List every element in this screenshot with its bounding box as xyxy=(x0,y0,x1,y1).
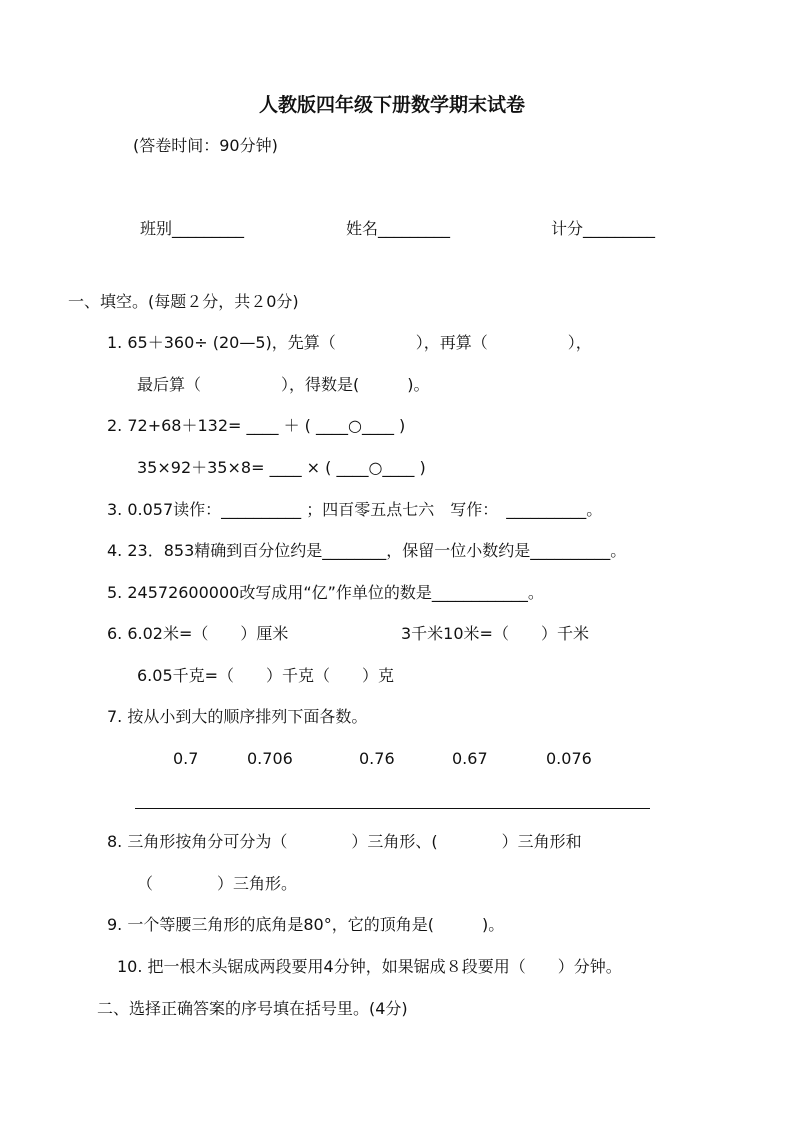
question-1-line-1: 1. 65＋360÷ (20—5)，先算（ ），再算（ ）， xyxy=(107,333,592,352)
score-field: 计分_________ xyxy=(551,219,656,238)
question-8-line-2: （ ）三角形。 xyxy=(137,874,298,893)
question-2-line-2: 35×92＋35×8= ____ × ( ____○____ ) xyxy=(137,458,426,477)
section-2-heading: 二、选择正确答案的序号填在括号里。(4分) xyxy=(97,999,408,1018)
class-field: 班别_________ xyxy=(140,219,245,238)
question-10: 10. 把一根木头锯成两段要用4分钟，如果锯成８段要用（ ）分钟。 xyxy=(117,957,622,976)
question-4: 4. 23．853精确到百分位约是________，保留一位小数约是__________。 xyxy=(107,541,627,560)
question-3: 3. 0.057读作：__________ ；四百零五点七六 写作： __________。 xyxy=(107,500,603,519)
question-9: 9. 一个等腰三角形的底角是80°，它的顶角是( )。 xyxy=(107,915,505,934)
page-title: 人教版四年级下册数学期末试卷 xyxy=(259,94,526,116)
question-6-line-2: 6.05千克=（ ）千克（ ）克 xyxy=(137,666,395,685)
question-5: 5. 24572600000改写成用“亿”作单位的数是____________。 xyxy=(107,583,544,602)
q7-number: 0.76 xyxy=(359,749,395,768)
question-6-part-b: 3千米10米=（ ）千米 xyxy=(401,624,589,643)
q7-answer-line xyxy=(135,808,650,809)
question-8-line-1: 8. 三角形按角分可分为（ ）三角形、( ）三角形和 xyxy=(107,832,582,851)
q7-number: 0.076 xyxy=(546,749,592,768)
q7-number: 0.706 xyxy=(247,749,293,768)
question-6-part-a: 6. 6.02米=（ ）厘米 xyxy=(107,624,289,643)
question-7-prompt: 7. 按从小到大的顺序排列下面各数。 xyxy=(107,707,368,726)
section-1-heading: 一、填空。(每题２分，共２0分) xyxy=(68,292,299,311)
q7-number: 0.67 xyxy=(452,749,488,768)
question-2-line-1: 2. 72+68＋132= ____ ＋ ( ____○____ ) xyxy=(107,416,406,435)
time-note: (答卷时间：90分钟) xyxy=(133,136,278,155)
question-1-line-2: 最后算（ ），得数是( )。 xyxy=(137,375,430,394)
name-field: 姓名_________ xyxy=(346,219,451,238)
q7-number: 0.7 xyxy=(173,749,199,768)
